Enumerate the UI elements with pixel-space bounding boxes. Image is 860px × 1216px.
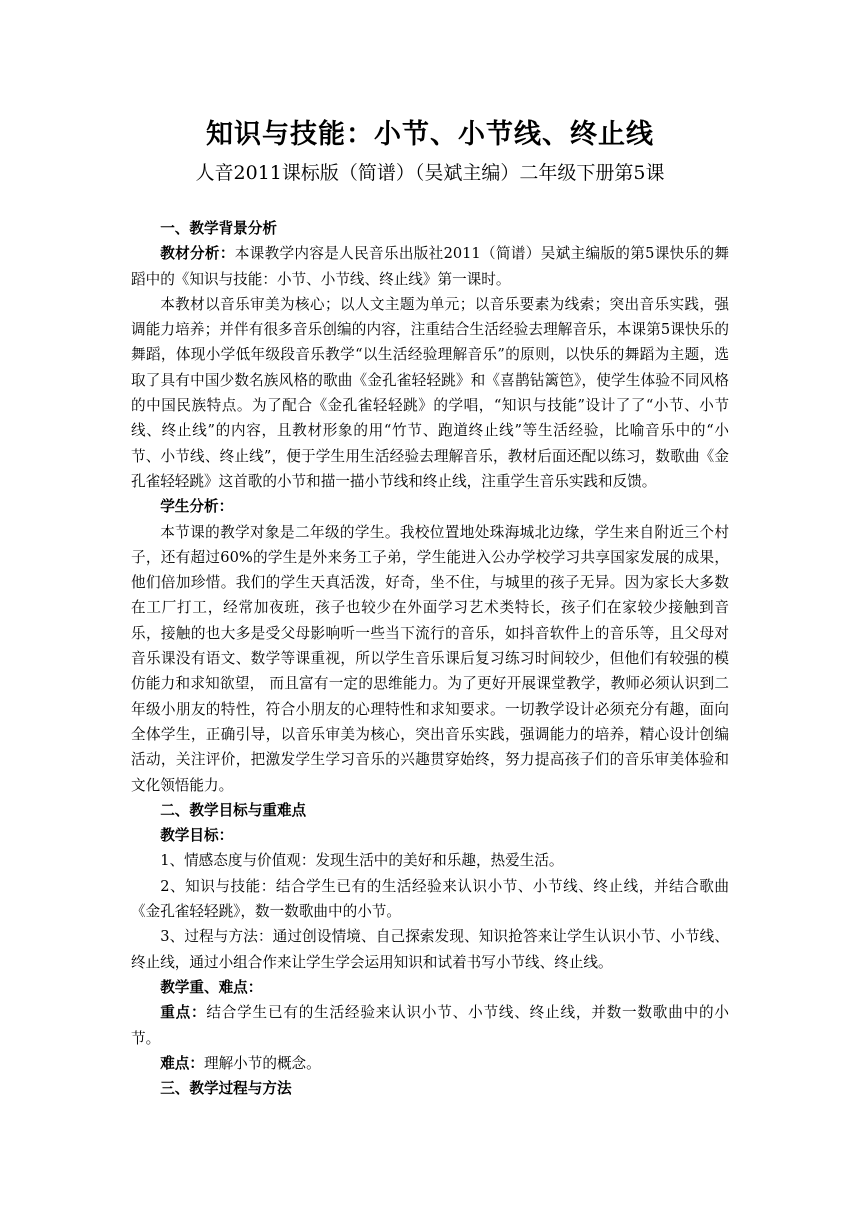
focus-label: 重点： — [160, 1004, 207, 1022]
key-difficult-label: 教学重、难点： — [160, 978, 263, 996]
section-heading-goals: 二、教学目标与重难点 — [160, 801, 307, 819]
teaching-goals-label: 教学目标： — [160, 827, 234, 845]
material-analysis-paragraph — [131, 241, 729, 292]
document-subtitle: 人音2011课标版（简谱）（吴斌主编）二年级下册第5课 — [195, 162, 665, 184]
goal-item-3: 3、过程与方法：通过创设情境、自己探索发现、知识抢答来让学生认识小节、小节线、终止线，通过小组合作来让学生学会运用知识和试着书写小节线、终止线。 — [131, 928, 729, 971]
difficulty-label: 难点： — [160, 1054, 204, 1072]
section-heading-background: 一、教学背景分析 — [160, 220, 277, 237]
student-analysis-label: 学生分析： — [160, 498, 234, 516]
focus-text: 结合学生已有的生活经验来认识小节、小节线、终止线，并数一数歌曲中的小节。 — [131, 1004, 729, 1047]
document-title: 知识与技能：小节、小节线、终止线 — [206, 119, 654, 150]
student-analysis-paragraph: 本节课的教学对象是二年级的学生。我校位置地处珠海城北边缘，学生来自附近三个村子，还有超过60%的学生是外来务工子弟，学生能进入公办学校学习共享国家发展的成果，他们倍加珍惜。我们的学生天真活泼，好奇，坐不住，与城里的孩子无异。因为家长大多数在工厂打工，经常加夜班，孩子也较少在外面学习艺术类特长，孩子们在家较少接触到音乐，接触的也大多是受父母影响听一些当下流行的音乐，如抖音软件上的音乐等，且父母对音乐课没有语文、数学等课重视，所以学生音乐课后复习练习时间较少，但他们有较强的模仿能力和求知欲望， 而且富有一定的思维能力。为了更好开展课堂教学，教师必须认识到二年级小朋友的特性，符合小朋友的心理特性和求知要求。一切教学设计必须充分有趣，面向全体学生，正确引导，以音乐审美为核心，突出音乐实践，强调能力的培养，精心设计创编活动，关注评价，把激发学生学习音乐的兴趣贯穿始终，努力提高孩子们的音乐审美体验和文化领悟能力。 — [131, 523, 729, 794]
difficulty-paragraph — [131, 1051, 729, 1076]
document-body — [131, 216, 729, 1101]
focus-paragraph — [131, 1000, 729, 1051]
material-analysis-label: 教材分析： — [160, 245, 235, 263]
section-heading-process: 三、教学过程与方法 — [160, 1080, 292, 1098]
material-analysis-text: 本课教学内容是人民音乐出版社2011（简谱）吴斌主编版的第5课快乐的舞蹈中的《知识与技能：小节、小节线、终止线》第一课时。 — [131, 245, 729, 288]
difficulty-text: 理解小节的概念。 — [203, 1054, 321, 1072]
goal-item-2: 2、知识与技能：结合学生已有的生活经验来认识小节、小节线、终止线，并结合歌曲《金孔雀轻轻跳》，数一数歌曲中的小节。 — [131, 877, 729, 921]
goal-item-1: 1、情感态度与价值观：发现生活中的美好和乐趣，热爱生活。 — [160, 852, 564, 870]
material-analysis-paragraph-2: 本教材以音乐审美为核心；以人文主题为单元；以音乐要素为线索；突出音乐实践，强调能力培养；并伴有很多音乐创编的内容，注重结合生活经验去理解音乐，本课第5课快乐的舞蹈，体现小学低年级段音乐教学“以生活经验理解音乐”的原则，以快乐的舞蹈为主题，选取了具有中国少数名族风格的歌曲《金孔雀轻轻跳》和《喜鹊钻篱笆》，使学生体验不同风格的中国民族特点。为了配合《金孔雀轻轻跳》的学唱，“知识与技能”设计了了“小节、小节线、终止线”的内容，且教材形象的用“竹节、跑道终止线”等生活经验，比喻音乐中的“小节、小节线、终止线”，便于学生用生活经验去理解音乐，教材后面还配以练习，数歌曲《金孔雀轻轻跳》这首歌的小节和描一描小节线和终止线，注重学生音乐实践和反馈。 — [131, 295, 729, 490]
